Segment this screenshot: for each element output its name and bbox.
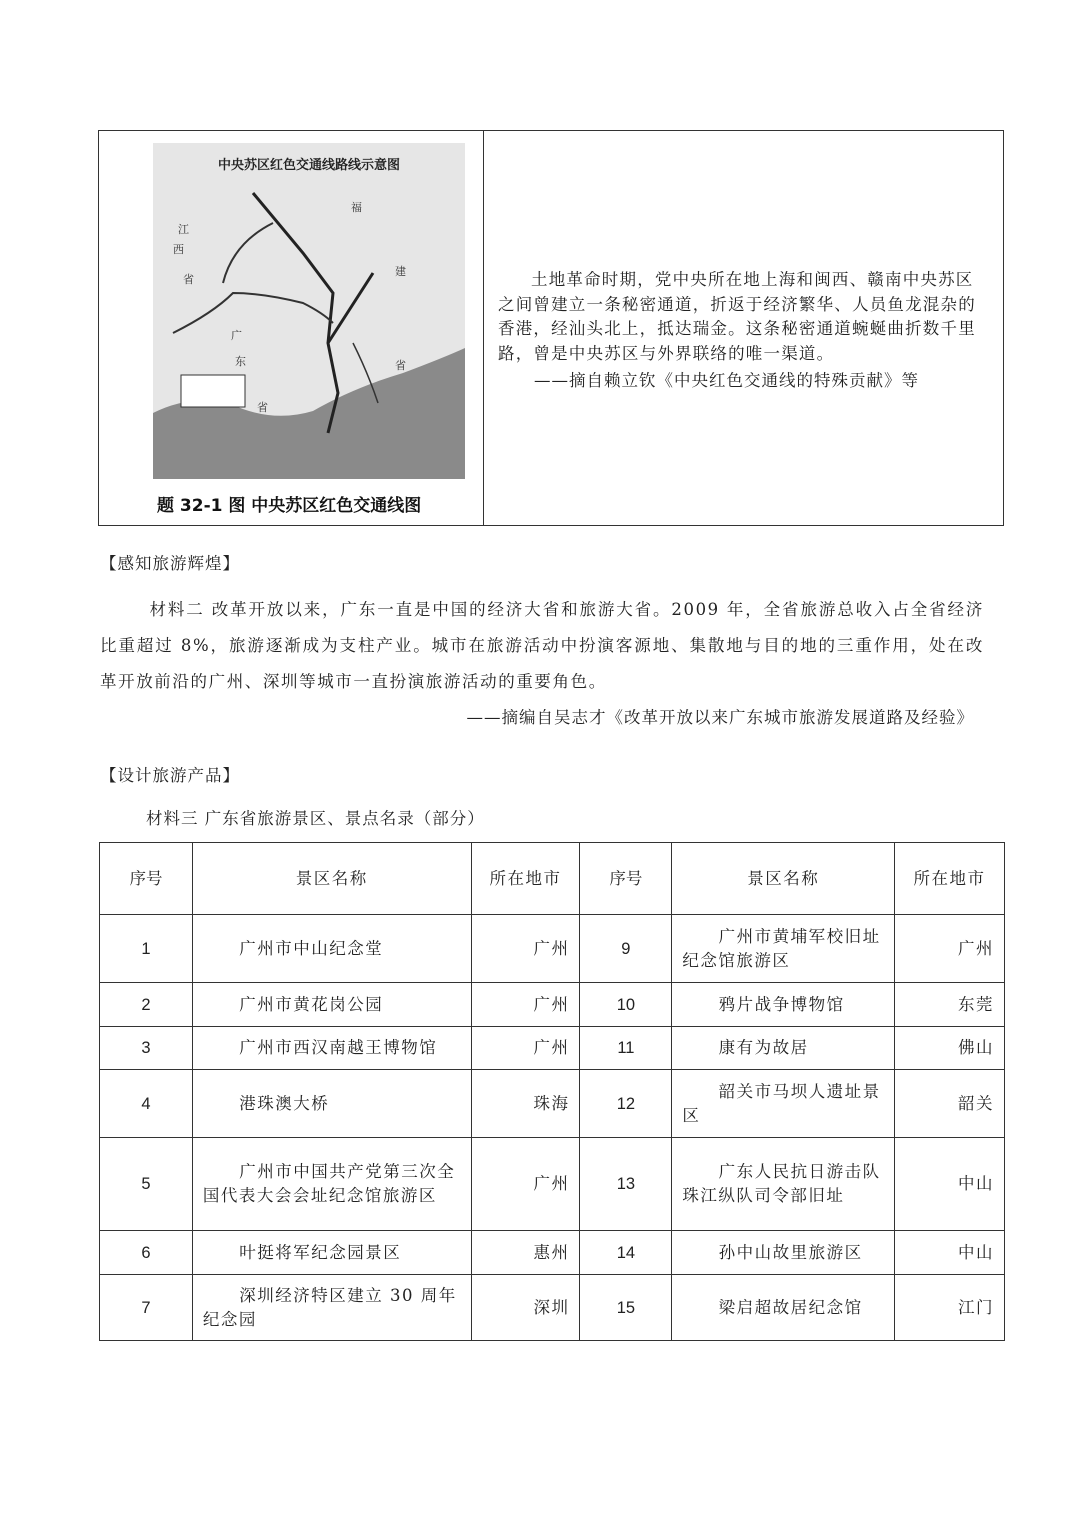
svg-text:东: 东 [235, 355, 246, 368]
row-city: 广州 [895, 915, 1005, 983]
map-cell [99, 131, 484, 525]
row-index: 11 [580, 1027, 672, 1070]
row-index: 10 [580, 983, 672, 1027]
row-index: 9 [580, 915, 672, 983]
header-city: 所在地市 [471, 843, 580, 915]
svg-text:江: 江 [178, 223, 189, 236]
table-header-row [100, 843, 1005, 915]
material-one-table [98, 130, 1004, 526]
material-two-text: 材料二 改革开放以来，广东一直是中国的经济大省和旅游大省。2009 年，全省旅游总收入占全省经济比重超过 8%，旅游逐渐成为支柱产业。城市在旅游活动中扮演客源地、集散地与目的地的三重作用，处在改革开放前沿的广州、深圳等城市一直扮演旅游活动的重要角色。 [100, 600, 984, 691]
row-index: 4 [100, 1070, 193, 1138]
header-name: 景区名称 [672, 843, 895, 915]
scenic-name: 广州市西汉南越王博物馆 [192, 1027, 471, 1070]
scenic-name: 广东人民抗日游击队珠江纵队司令部旧址 [672, 1138, 895, 1231]
row-city: 韶关 [895, 1070, 1005, 1138]
map-caption: 题 32-1 图 中央苏区红色交通线图 [157, 496, 422, 516]
scenic-name: 广州市黄埔军校旧址纪念馆旅游区 [672, 915, 895, 983]
row-index: 15 [580, 1275, 672, 1341]
scenic-spots-table [99, 842, 1005, 1341]
row-city: 东莞 [895, 983, 1005, 1027]
scenic-name: 广州市中山纪念堂 [192, 915, 471, 983]
row-index: 12 [580, 1070, 672, 1138]
table-row [100, 983, 1005, 1027]
row-city: 江门 [895, 1275, 1005, 1341]
row-city: 珠海 [471, 1070, 580, 1138]
row-city: 中山 [895, 1138, 1005, 1231]
header-index: 序号 [100, 843, 193, 915]
row-city: 广州 [471, 915, 580, 983]
header-name: 景区名称 [192, 843, 471, 915]
svg-text:西: 西 [173, 243, 184, 256]
scenic-name: 广州市黄花岗公园 [192, 983, 471, 1027]
svg-text:中央苏区红色交通线路线示意图: 中央苏区红色交通线路线示意图 [217, 158, 401, 173]
row-index: 1 [100, 915, 193, 983]
red-route-map-image [153, 143, 465, 479]
table-row [100, 1070, 1005, 1138]
scenic-name: 梁启超故居纪念馆 [672, 1275, 895, 1341]
svg-text:省: 省 [257, 401, 268, 414]
scenic-name: 广州市中国共产党第三次全国代表大会会址纪念馆旅游区 [192, 1138, 471, 1231]
scenic-name: 叶挺将军纪念园景区 [192, 1231, 471, 1275]
quote-text: 土地革命时期，党中央所在地上海和闽西、赣南中央苏区之间曾建立一条秘密通道，折返于经济繁华、人员鱼龙混杂的香港，经汕头北上，抵达瑞金。这条秘密通道蜿蜒曲折数千里路，曾是中央苏区与外界联络的唯一渠道。 [498, 270, 976, 363]
row-index: 2 [100, 983, 193, 1027]
row-city: 中山 [895, 1231, 1005, 1275]
header-index: 序号 [580, 843, 672, 915]
svg-text:广: 广 [231, 329, 242, 342]
svg-text:建: 建 [395, 265, 406, 278]
row-index: 3 [100, 1027, 193, 1070]
quote-source: ——摘自赖立钦《中央红色交通线的特殊贡献》等 [534, 371, 919, 390]
row-index: 14 [580, 1231, 672, 1275]
table-row [100, 1027, 1005, 1070]
row-city: 佛山 [895, 1027, 1005, 1070]
scenic-name: 鸦片战争博物馆 [672, 983, 895, 1027]
row-city: 广州 [471, 983, 580, 1027]
svg-text:福: 福 [351, 201, 362, 214]
row-city: 广州 [471, 1027, 580, 1070]
material-three-title: 材料三 广东省旅游景区、景点名录（部分） [146, 809, 485, 828]
table-row [100, 915, 1005, 983]
quote-cell [484, 131, 1003, 525]
row-city: 惠州 [471, 1231, 580, 1275]
header-city: 所在地市 [895, 843, 1005, 915]
section-heading-perceive: 【感知旅游辉煌】 [100, 554, 240, 573]
material-two-source: ——摘编自吴志才《改革开放以来广东城市旅游发展道路及经验》 [466, 708, 974, 727]
scenic-name: 港珠澳大桥 [192, 1070, 471, 1138]
table-row [100, 1138, 1005, 1231]
scenic-name: 深圳经济特区建立 30 周年纪念园 [192, 1275, 471, 1341]
section-heading-design: 【设计旅游产品】 [100, 766, 240, 785]
svg-text:省: 省 [183, 273, 194, 286]
row-city: 深圳 [471, 1275, 580, 1341]
svg-text:省: 省 [395, 359, 406, 372]
scenic-name: 韶关市马坝人遗址景区 [672, 1070, 895, 1138]
row-index: 5 [100, 1138, 193, 1231]
row-index: 6 [100, 1231, 193, 1275]
row-index: 13 [580, 1138, 672, 1231]
scenic-name: 孙中山故里旅游区 [672, 1231, 895, 1275]
scenic-name: 康有为故居 [672, 1027, 895, 1070]
row-city: 广州 [471, 1138, 580, 1231]
table-row [100, 1231, 1005, 1275]
table-row [100, 1275, 1005, 1341]
row-index: 7 [100, 1275, 193, 1341]
